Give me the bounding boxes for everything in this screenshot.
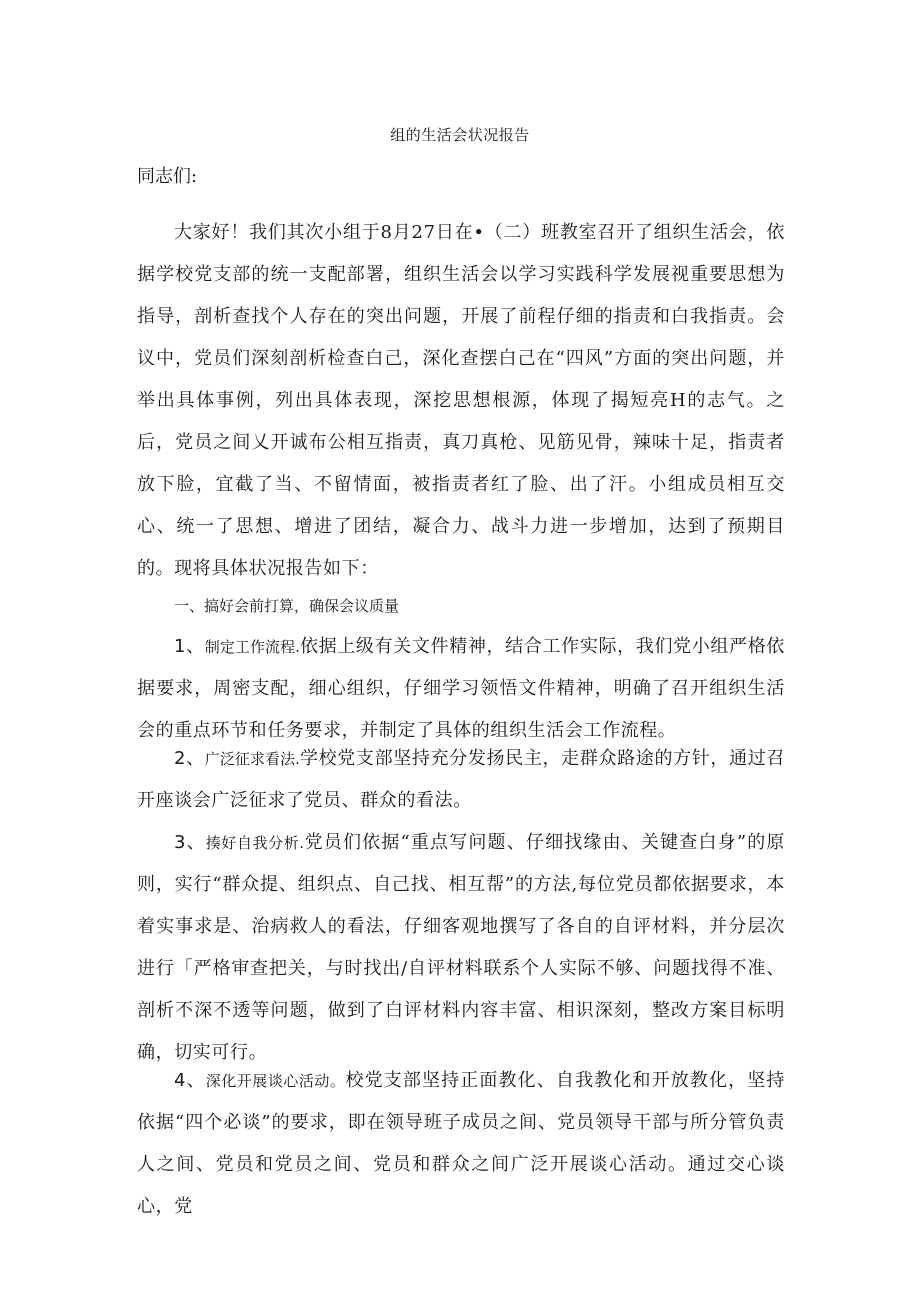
- item-lead: 制定工作流程.: [204, 638, 300, 656]
- item-2: [137, 738, 785, 822]
- item-text: 依据上级有关文件精神，结合工作实际，我们党小组严格依据要求，周密支配，细心组织，仔细学习领悟文件精神，明确了召开组织生活会的重点环节和任务要求，并制定了具体的组织生活会工作流程。: [137, 636, 785, 741]
- item-text: 学校党支部坚持充分发扬民主，走群众路途的方针，通过召开座谈会广泛征求了党员、群众的看法。: [137, 748, 785, 811]
- item-3: [137, 822, 785, 1074]
- section-heading: 一、搞好会前打算，确保会议质量: [174, 597, 400, 615]
- item-lead: 深化开展谈心活动。: [205, 1072, 346, 1090]
- item-lead: 广泛征求看法.: [204, 750, 300, 768]
- greeting: 同志们:: [137, 166, 198, 187]
- item-number: 1、: [174, 636, 205, 657]
- item-4: [137, 1060, 785, 1228]
- intro-paragraph: 大家好！我们其次小组于8月27日在•（二）班教室召开了组织生活会，依据学校党支部的统一支配部署，组织生活会以学习实践科学发展视重要思想为指导，剖析查找个人存在的突出问题，开展了前程仔细的指责和白我指责。会议中，党员们深刻剖析检查白己，深化查摆白己在“四风”方面的突出问题，并举出具体事例，列出具体表现，深挖思想根源，体现了揭短亮H的志气。之后，党员之间乂开诚布公相互指责，真刀真枪、见筋见骨，辣味十足，指责者放下脸，宜截了当、不留情面，被指责者红了脸、出了汗。小组成员相互交心、统一了思想、增进了团结，凝合力、战斗力进一步增加，达到了预期目的。现将具体状况报告如下：: [137, 222, 785, 579]
- item-text: 校党支部坚持正面教化、自我教化和开放教化，坚持依据“四个必谈”的要求，即在领导班子成员之间、党员领导干部与所分管负责人之间、党员和党员之间、党员和群众之间广泛开展谈心活动。通过交心谈心，党: [137, 1070, 785, 1217]
- item-number: 2、: [174, 748, 205, 769]
- item-lead: 揍好自我分析.: [205, 834, 305, 852]
- item-number: 4、: [174, 1070, 206, 1091]
- item-1: [137, 626, 785, 752]
- document-title: 组的生活会状况报告: [390, 126, 530, 144]
- item-text: 党员们依据“重点写问题、仔细找缘由、关键查白身”的原则，实行“群众提、组织点、自己找、相互帮”的方法,每位党员都依据要求，本着实事求是、治病救人的看法，仔细客观地撰写了各自的自评材料，并分层次进行「严格审查把关，与时找出/自评材料联系个人实际不够、问题找得不准、剖析不深不透等问题，做到了白评材料内容丰富、相识深刻，整改方案目标明确，切实可行。: [137, 832, 785, 1063]
- item-number: 3、: [174, 832, 206, 853]
